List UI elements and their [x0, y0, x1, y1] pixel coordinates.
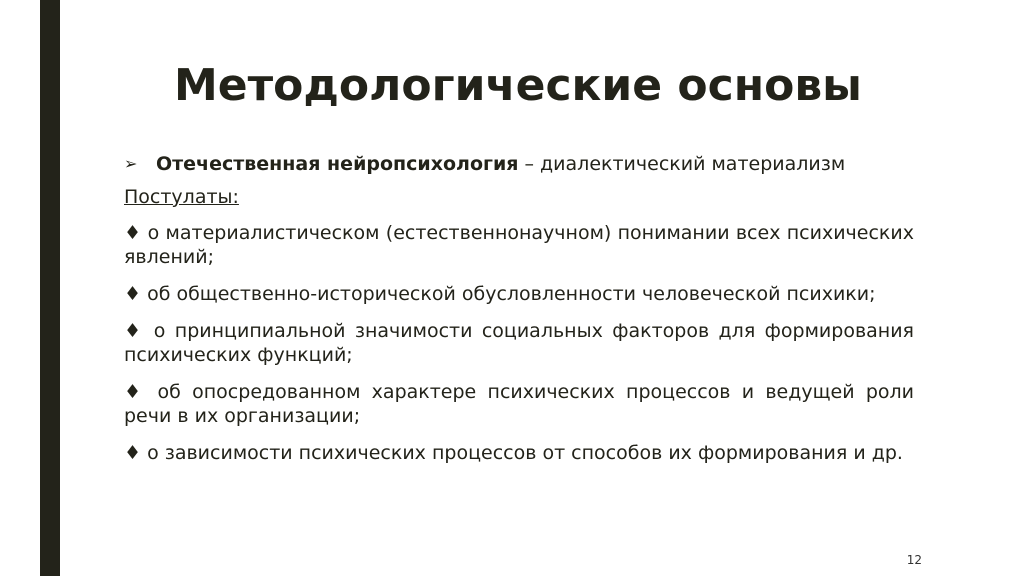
slide-title: Методологические основы — [174, 60, 862, 111]
page-number: 12 — [906, 553, 922, 567]
postulate-item: ♦ о принципиальной значимости социальных факторов для формирования психических функций; — [124, 320, 914, 366]
arrow-bullet-icon: ➢ — [124, 154, 138, 173]
postulates-heading: Постулаты: — [124, 186, 239, 208]
slide-content — [124, 152, 914, 478]
postulate-item: ♦ об опосредованном характере психических процессов и ведущей роли речи в их организации; — [124, 381, 914, 427]
accent-bar — [40, 0, 60, 576]
intro-bold-text: Отечественная нейропсихология — [156, 153, 519, 175]
intro-rest-text: – диалектический материализм — [518, 153, 846, 175]
postulate-item: ♦ о материалистическом (естественнонаучном) понимании всех психических явлений; — [124, 222, 914, 268]
postulate-item: ♦ о зависимости психических процессов от способов их формирования и др. — [124, 442, 903, 464]
intro-bullet — [124, 152, 914, 176]
postulate-item: ♦ об общественно-исторической обусловленности человеческой психики; — [124, 283, 876, 305]
